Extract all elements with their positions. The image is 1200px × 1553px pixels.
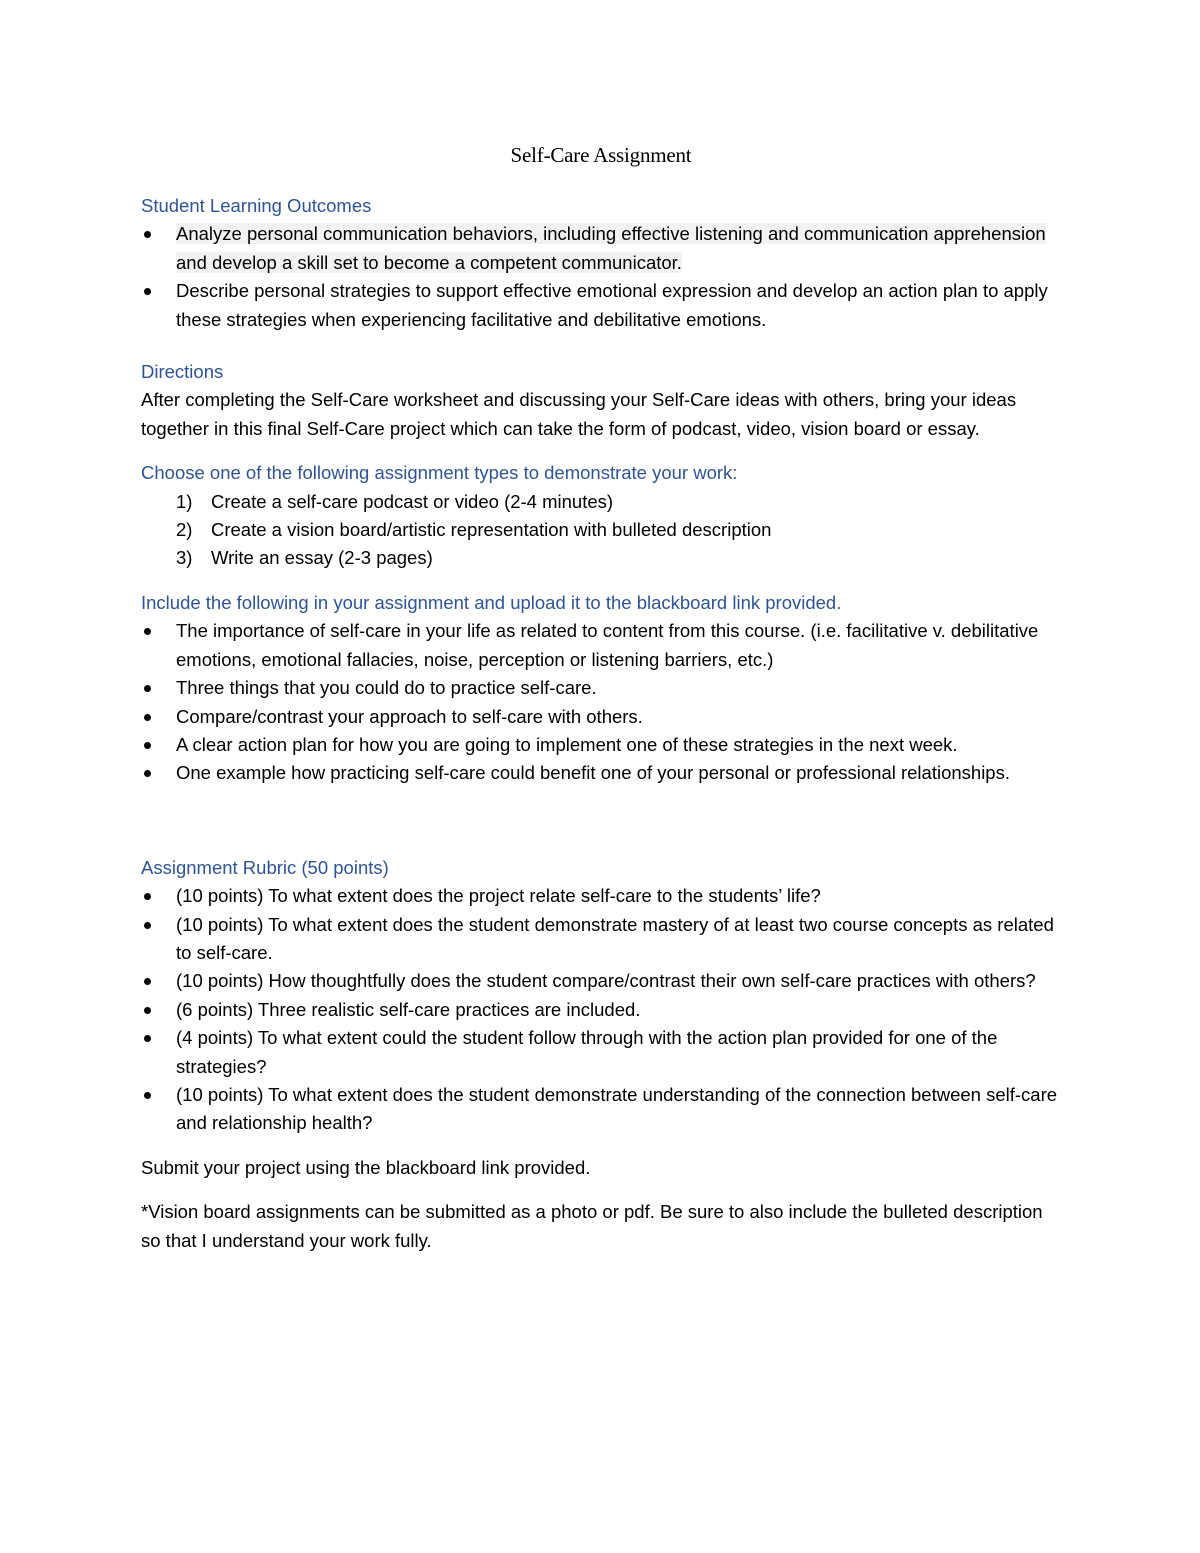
outcome-text: Analyze personal communication behaviors, including effective listening and communication apprehension and develop a skill set to become a competent communicator.	[176, 223, 1046, 273]
document-title: Self-Care Assignment	[510, 143, 692, 167]
list-item	[141, 516, 1061, 544]
list-item: (10 points) To what extent does the student demonstrate understanding of the connection between self-care and relationship health?	[141, 1081, 1061, 1138]
assignment-types-list	[141, 488, 1061, 573]
item-number: 2)	[176, 519, 193, 541]
item-number: 3)	[176, 547, 193, 569]
list-item: (10 points) To what extent does the student demonstrate mastery of at least two course concepts as related to self-care.	[141, 911, 1061, 968]
outcome-text: Describe personal strategies to support effective emotional expression and develop an action plan to apply these strategies when experiencing facilitative and debilitative emotions.	[176, 280, 1048, 330]
include-heading: Include the following in your assignment and upload it to the blackboard link provided.	[141, 591, 842, 613]
document-content	[141, 140, 1061, 1255]
list-item: (10 points) How thoughtfully does the student compare/contrast their own self-care practices with others?	[141, 967, 1061, 995]
item-text: Create a self-care podcast or video (2-4 minutes)	[211, 490, 614, 512]
item-text: Write an essay (2-3 pages)	[211, 547, 433, 569]
footnote-text: *Vision board assignments can be submitted as a photo or pdf. Be sure to also include the bulleted description so that I understand your work fully.	[141, 1201, 1043, 1251]
list-item: Compare/contrast your approach to self-care with others.	[141, 703, 1061, 731]
list-item	[141, 488, 1061, 516]
submit-text: Submit your project using the blackboard link provided.	[141, 1156, 591, 1178]
outcomes-list	[141, 220, 1061, 334]
rubric-heading: Assignment Rubric (50 points)	[141, 856, 389, 878]
list-item: The importance of self-care in your life as related to content from this course. (i.e. facilitative v. debilitative emotions, emotional fallacies, noise, perception or listening barriers, etc.)	[141, 617, 1061, 674]
list-item: A clear action plan for how you are going to implement one of these strategies in the next week.	[141, 731, 1061, 759]
include-list	[141, 617, 1061, 787]
list-item	[141, 277, 1061, 334]
list-item	[141, 544, 1061, 572]
choose-heading: Choose one of the following assignment types to demonstrate your work:	[141, 462, 738, 484]
item-text: Create a vision board/artistic representation with bulleted description	[211, 519, 772, 541]
list-item: (4 points) To what extent could the student follow through with the action plan provided for one of the strategies?	[141, 1024, 1061, 1081]
item-number: 1)	[176, 490, 193, 512]
list-item	[141, 220, 1061, 277]
list-item: (6 points) Three realistic self-care practices are included.	[141, 996, 1061, 1024]
list-item: Three things that you could do to practice self-care.	[141, 674, 1061, 702]
directions-heading: Directions	[141, 361, 224, 383]
list-item: One example how practicing self-care could benefit one of your personal or professional relationships.	[141, 759, 1061, 787]
rubric-list	[141, 882, 1061, 1138]
outcomes-heading: Student Learning Outcomes	[141, 195, 372, 216]
directions-text: After completing the Self-Care worksheet and discussing your Self-Care ideas with others, bring your ideas together in this final Self-Care project which can take the form of podcast, video, vision board or essay.	[141, 389, 1017, 439]
list-item: (10 points) To what extent does the project relate self-care to the students’ life?	[141, 882, 1061, 910]
